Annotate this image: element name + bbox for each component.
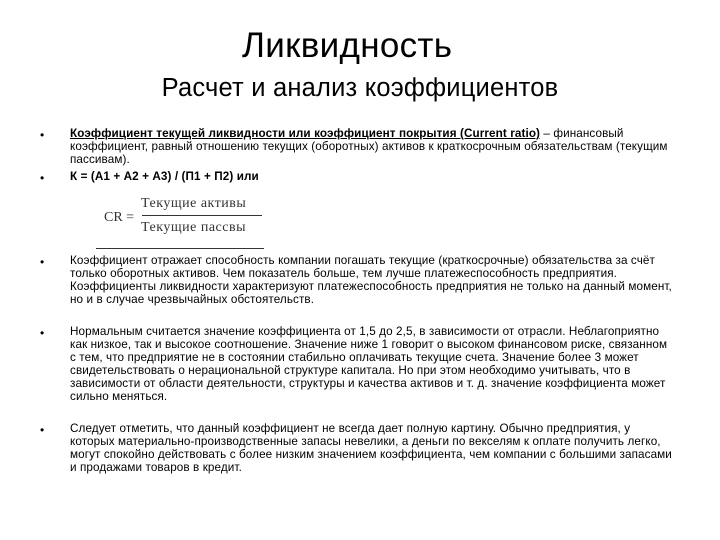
bullet-marker: • [40,171,45,185]
formula-numerator: Текущие активы [141,196,247,211]
bullet-marker: • [40,326,45,340]
formula-denominator: Текущие пассвы [141,220,246,235]
bullet-marker: • [40,128,45,142]
bullet-text [70,128,672,167]
fraction-bar [142,215,262,216]
formula-text: К = (А1 + А2 + А3) / (П1 + П2) или [70,170,259,183]
slide-subtitle: Расчет и анализ коэффициентов [161,74,559,102]
bullet-text: Следует отметить, что данный коэффициент не всегда дает полную картину. Обычно предприятия, у которых материально-производственные запасы невелики, а деньги по векселям к оплате получить легко, могут спокойно действовать с более низким значением коэффициента, чем компании с большими запасами и продажами товаров в кредит. [70,422,672,474]
term-definition: – финансовый коэффициент, равный отношению текущих (оборотных) активов к краткосрочным обязательствам (текущим пассивам). [70,127,668,166]
slide-title: Ликвидность [242,26,453,65]
bullet-text: Коэффициент отражает способность компании погашать текущие (краткосрочные) обязательства за счёт только оборотных активов. Чем показатель больше, тем лучше платежеспособность предприятия. Коэффициенты ликвидности характеризуют платежеспособность предприятия не только на данный момент, но и в случае чрезвычайных обстоятельств. [70,254,672,306]
formula-lhs: CR = [104,210,135,225]
divider-line [96,248,264,249]
bullet-marker: • [40,255,45,269]
bullet-text: Нормальным считается значение коэффициента от 1,5 до 2,5, в зависимости от отрасли. Неблагоприятно как низкое, так и высокое соотношение. Значение ниже 1 говорит о высоком финансовом риске, связанном с тем, что предприятие не в состоянии стабильно оплачивать текущие счета. Значение более 3 может свидетельствовать о нерациональной структуре капитала. Но при этом необходимо учитывать, что в зависимости от области деятельности, структуры и качества активов и т. д. значение коэффициента может сильно меняться. [70,325,668,403]
term-heading: Коэффициент текущей ликвидности или коэффициент покрытия (Current ratio) [70,127,541,140]
bullet-marker: • [40,423,45,437]
